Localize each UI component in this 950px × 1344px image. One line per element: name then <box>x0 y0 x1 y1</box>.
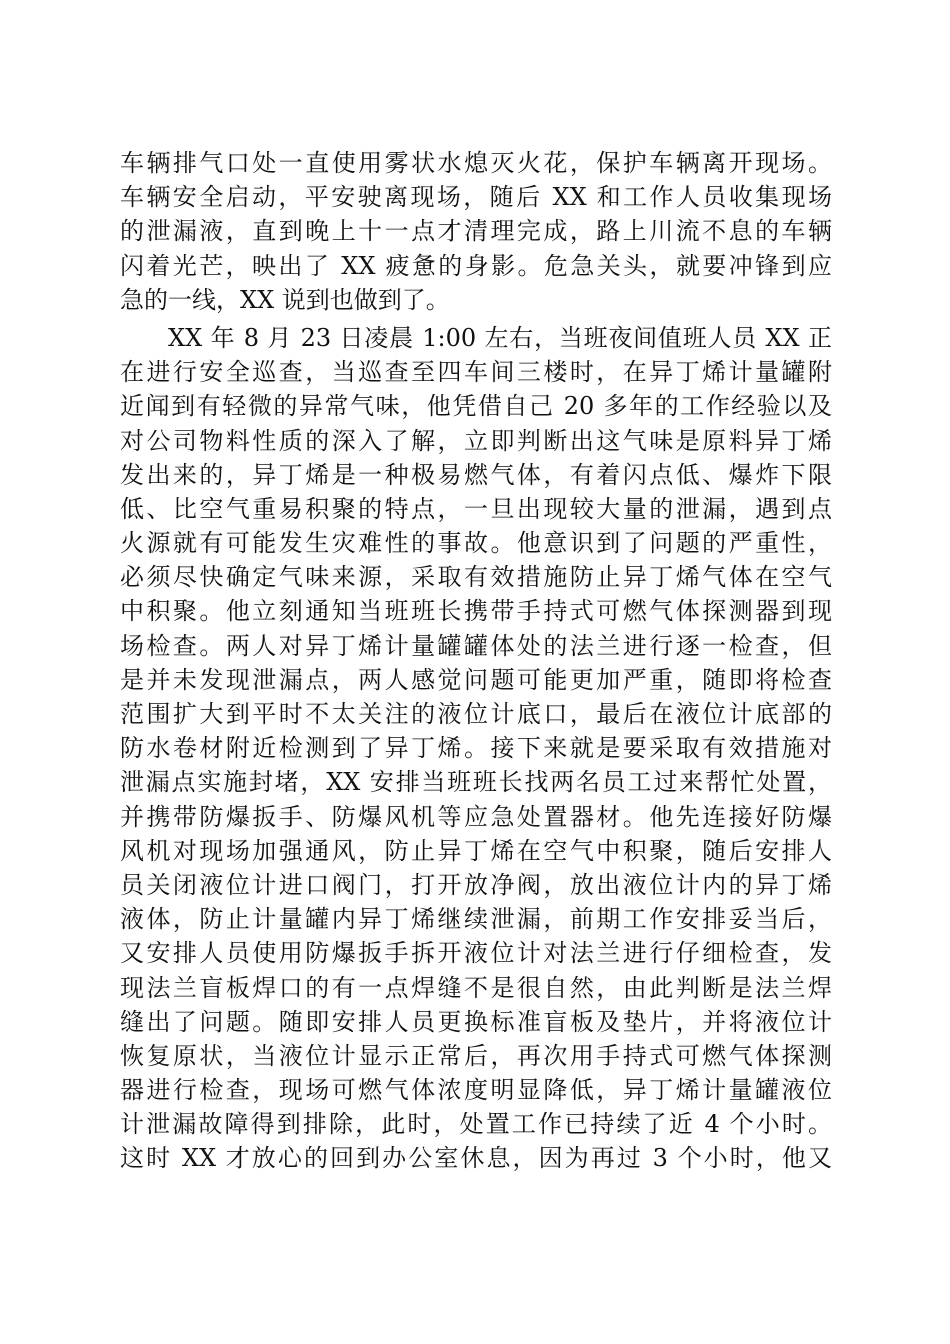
text-line: 液体，防止计量罐内异丁烯继续泄漏，前期工作安排妥当后， <box>120 905 832 934</box>
text-line: 并携带防爆扳手、防爆风机等应急处置器材。他先连接好防爆 <box>120 802 832 831</box>
text-line: 场检查。两人对异丁烯计量罐罐体处的法兰进行逐一检查，但 <box>120 631 832 660</box>
text-line: 闪着光芒，映出了 XX 疲惫的身影。危急关头，就要冲锋到应 <box>120 251 832 280</box>
text-line: 车辆安全启动，平安驶离现场，随后 XX 和工作人员收集现场 <box>120 183 832 212</box>
text-line: XX 年 8 月 23 日凌晨 1:00 左右，当班夜间值班人员 XX 正 <box>168 323 832 352</box>
text-line: 恢复原状，当液位计显示正常后，再次用手持式可燃气体探测 <box>120 1041 832 1070</box>
text-line: 范围扩大到平时不太关注的液位计底口，最后在液位计底部的 <box>120 700 832 728</box>
text-line: 计泄漏故障得到排除，此时，处置工作已持续了近 4 个小时。 <box>120 1110 832 1139</box>
text-line: 泄漏点实施封堵，XX 安排当班班长找两名员工过来帮忙处置， <box>120 768 832 797</box>
text-line: 近闻到有轻微的异常气味，他凭借自己 20 多年的工作经验以及 <box>120 392 832 421</box>
text-line: 防水卷材附近检测到了异丁烯。接下来就是要采取有效措施对 <box>120 734 832 763</box>
text-line: 现法兰盲板焊口的有一点焊缝不是很自然，由此判断是法兰焊 <box>120 973 832 1002</box>
text-line: 发出来的，异丁烯是一种极易燃气体，有着闪点低、爆炸下限 <box>120 460 832 489</box>
text-line: 员关闭液位计进口阀门，打开放净阀，放出液位计内的异丁烯 <box>120 870 832 899</box>
text-line: 火源就有可能发生灾难性的事故。他意识到了问题的严重性， <box>120 529 832 558</box>
body-text <box>120 146 832 1176</box>
text-line: 对公司物料性质的深入了解，立即判断出这气味是原料异丁烯 <box>120 426 832 455</box>
text-line: 急的一线，XX 说到也做到了。 <box>120 285 450 314</box>
text-line: 的泄漏液，直到晚上十一点才清理完成，路上川流不息的车辆 <box>120 217 832 246</box>
text-line: 在进行安全巡查，当巡查至四车间三楼时，在异丁烯计量罐附 <box>120 358 832 387</box>
paragraph-1 <box>120 146 832 317</box>
text-line: 风机对现场加强通风，防止异丁烯在空气中积聚，随后安排人 <box>120 836 832 865</box>
text-line: 器进行检查，现场可燃气体浓度明显降低，异丁烯计量罐液位 <box>120 1076 832 1105</box>
text-line: 低、比空气重易积聚的特点，一旦出现较大量的泄漏，遇到点 <box>120 494 832 523</box>
text-line: 缝出了问题。随即安排人员更换标准盲板及垫片，并将液位计 <box>120 1007 832 1036</box>
text-line: 车辆排气口处一直使用雾状水熄灭火花，保护车辆离开现场。 <box>120 149 832 177</box>
text-line: 这时 XX 才放心的回到办公室休息，因为再过 3 个小时，他又 <box>120 1144 832 1173</box>
paragraph-2 <box>120 321 832 1176</box>
text-line: 又安排人员使用防爆扳手拆开液位计对法兰进行仔细检查，发 <box>120 939 832 968</box>
text-line: 是并未发现泄漏点，两人感觉问题可能更加严重，随即将检查 <box>120 665 832 694</box>
text-line: 必须尽快确定气味来源，采取有效措施防止异丁烯气体在空气 <box>120 563 832 592</box>
text-line: 中积聚。他立刻通知当班班长携带手持式可燃气体探测器到现 <box>120 597 832 626</box>
